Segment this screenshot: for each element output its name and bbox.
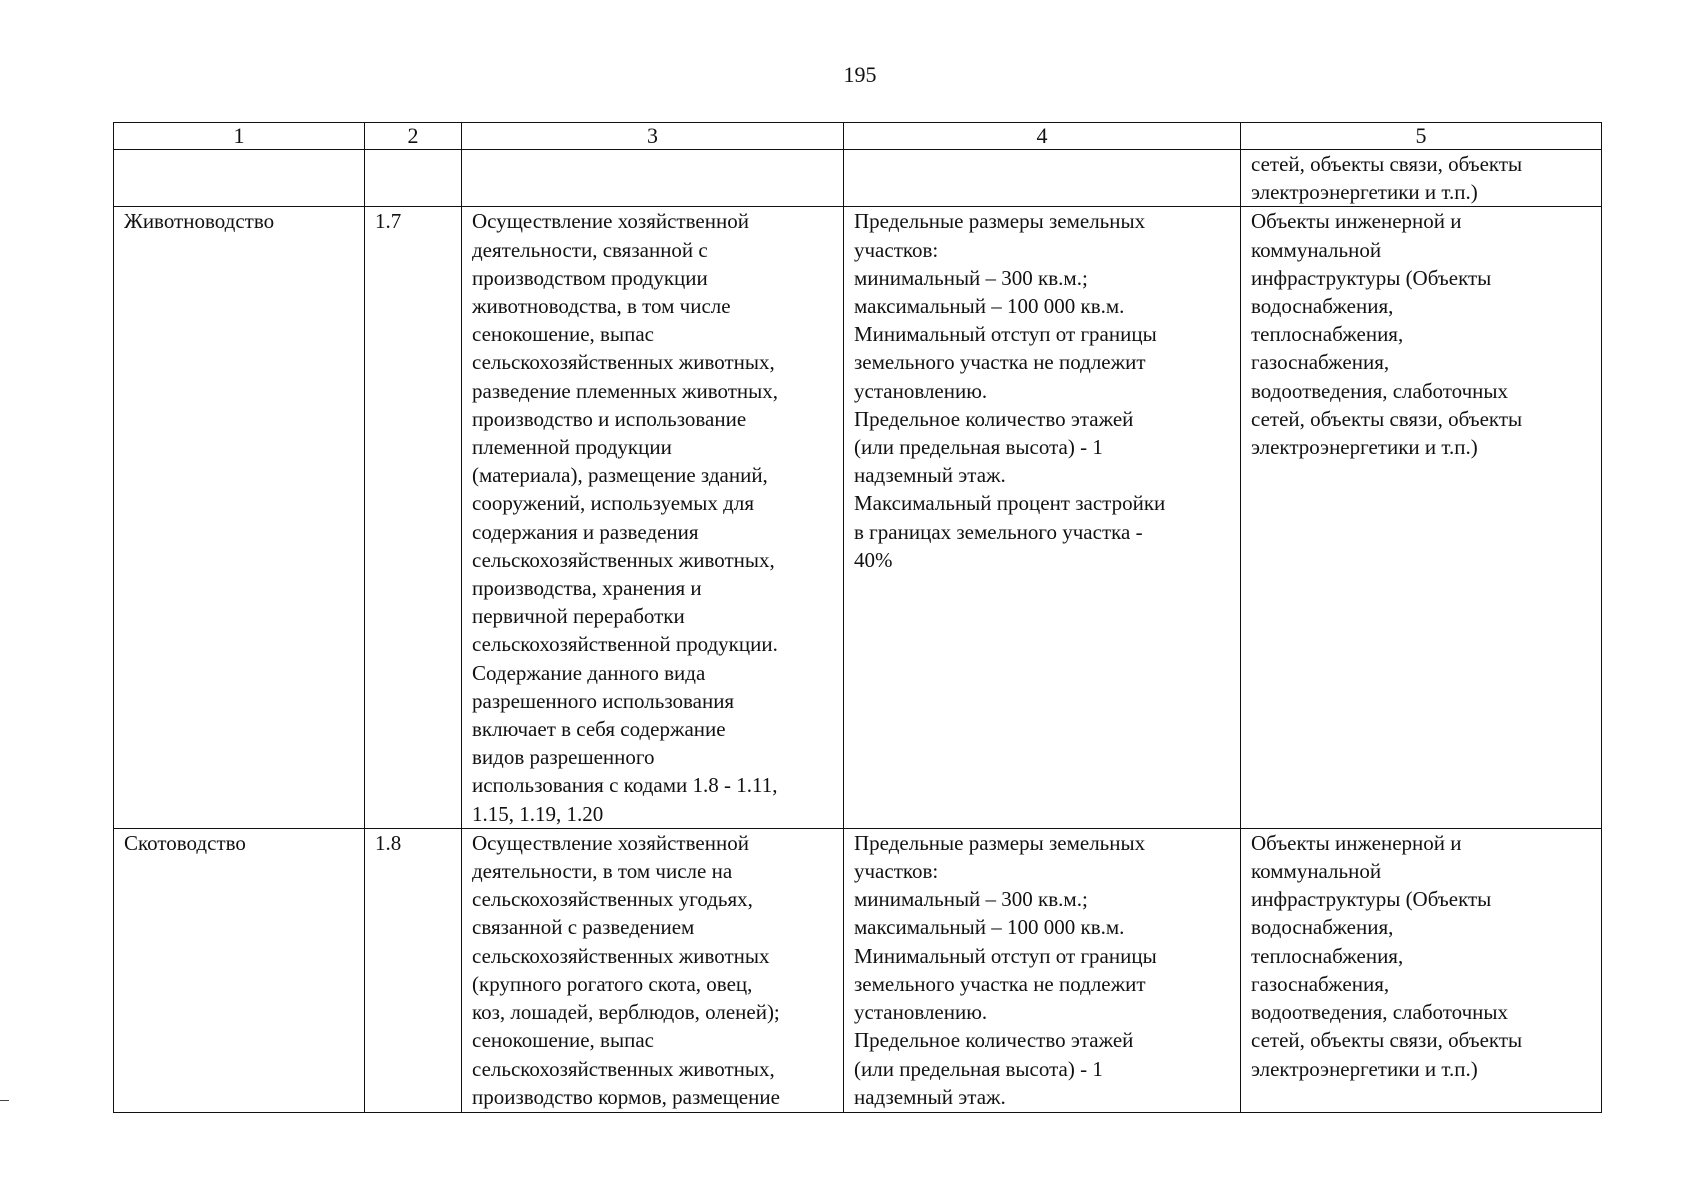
use-name-cell — [114, 828, 365, 1112]
use-name: Скотоводство — [124, 830, 246, 855]
parameters-cell — [844, 828, 1241, 1112]
continuation-row — [114, 150, 1602, 207]
table-row — [114, 828, 1602, 1112]
empty-cell — [462, 150, 844, 207]
description-cell — [462, 207, 844, 828]
infrastructure-text: Объекты инженерной и коммунальной инфраструктуры (Объекты водоснабжения, теплоснабжения, газоснабжения, водоотведения, слаботочных сетей, объекты связи, объекты электроэнергетики и т.п.) — [1251, 209, 1523, 460]
scan-edge-mark — [0, 1100, 9, 1101]
infrastructure-cell — [1241, 150, 1602, 207]
page-number: 195 — [843, 62, 877, 87]
infrastructure-cell — [1241, 207, 1602, 828]
use-description: Осуществление хозяйственной деятельности, связанной с производством продукции животноводства, в том числе сенокошение, выпас сельскохозяйственных животных, разведение племенных животных, производство и использование племенной продукции (материала), размещение зданий, сооружений, используемых для содержания и разведения сельскохозяйственных животных, производства, хранения и первичной переработки сельскохозяйственной продукции. Содержание данного вида разрешенного использования включает в себя содержание видов разрешенного использования с кодами 1.8 - 1.11, 1.15, 1.19, 1.20 — [472, 209, 779, 826]
infrastructure-text: Объекты инженерной и коммунальной инфраструктуры (Объекты водоснабжения, теплоснабжения, газоснабжения, водоотведения, слаботочных сетей, объекты связи, объекты электроэнергетики и т.п.) — [1251, 830, 1523, 1081]
use-name: Животноводство — [124, 209, 275, 234]
infrastructure-text: сетей, объекты связи, объекты электроэнергетики и т.п.) — [1251, 152, 1523, 205]
use-description: Осуществление хозяйственной деятельности, в том числе на сельскохозяйственных угодьях, связанной с разведением сельскохозяйственных животных (крупного рогатого скота, овец, коз, лошадей, верблюдов, оленей); сенокошение, выпас сельскохозяйственных животных, производство кормов, размещение — [472, 830, 780, 1109]
header-row — [114, 123, 1602, 150]
code-cell — [365, 828, 462, 1112]
header-cell-1: 1 — [114, 123, 365, 150]
header-cell-5: 5 — [1241, 123, 1602, 150]
infrastructure-cell — [1241, 828, 1602, 1112]
parameters-cell — [844, 207, 1241, 828]
table-row — [114, 207, 1602, 828]
use-parameters: Предельные размеры земельных участков: минимальный – 300 кв.м.; максимальный – 100 000 кв.м. Минимальный отступ от границы земельного участка не подлежит установлению. Предельное количество этажей (или предельная высота) - 1 надземный этаж. Максимальный процент застройки в границах земельного участка - 40% — [854, 209, 1166, 572]
header-cell-4: 4 — [844, 123, 1241, 150]
empty-cell — [365, 150, 462, 207]
regulations-table — [113, 122, 1602, 1113]
use-code: 1.8 — [375, 830, 402, 855]
use-parameters: Предельные размеры земельных участков: минимальный – 300 кв.м.; максимальный – 100 000 кв.м. Минимальный отступ от границы земельного участка не подлежит установлению. Предельное количество этажей (или предельная высота) - 1 надземный этаж. — [854, 830, 1157, 1109]
header-cell-3: 3 — [462, 123, 844, 150]
empty-cell — [844, 150, 1241, 207]
description-cell — [462, 828, 844, 1112]
empty-cell — [114, 150, 365, 207]
header-cell-2: 2 — [365, 123, 462, 150]
code-cell — [365, 207, 462, 828]
use-name-cell — [114, 207, 365, 828]
use-code: 1.7 — [375, 209, 402, 234]
